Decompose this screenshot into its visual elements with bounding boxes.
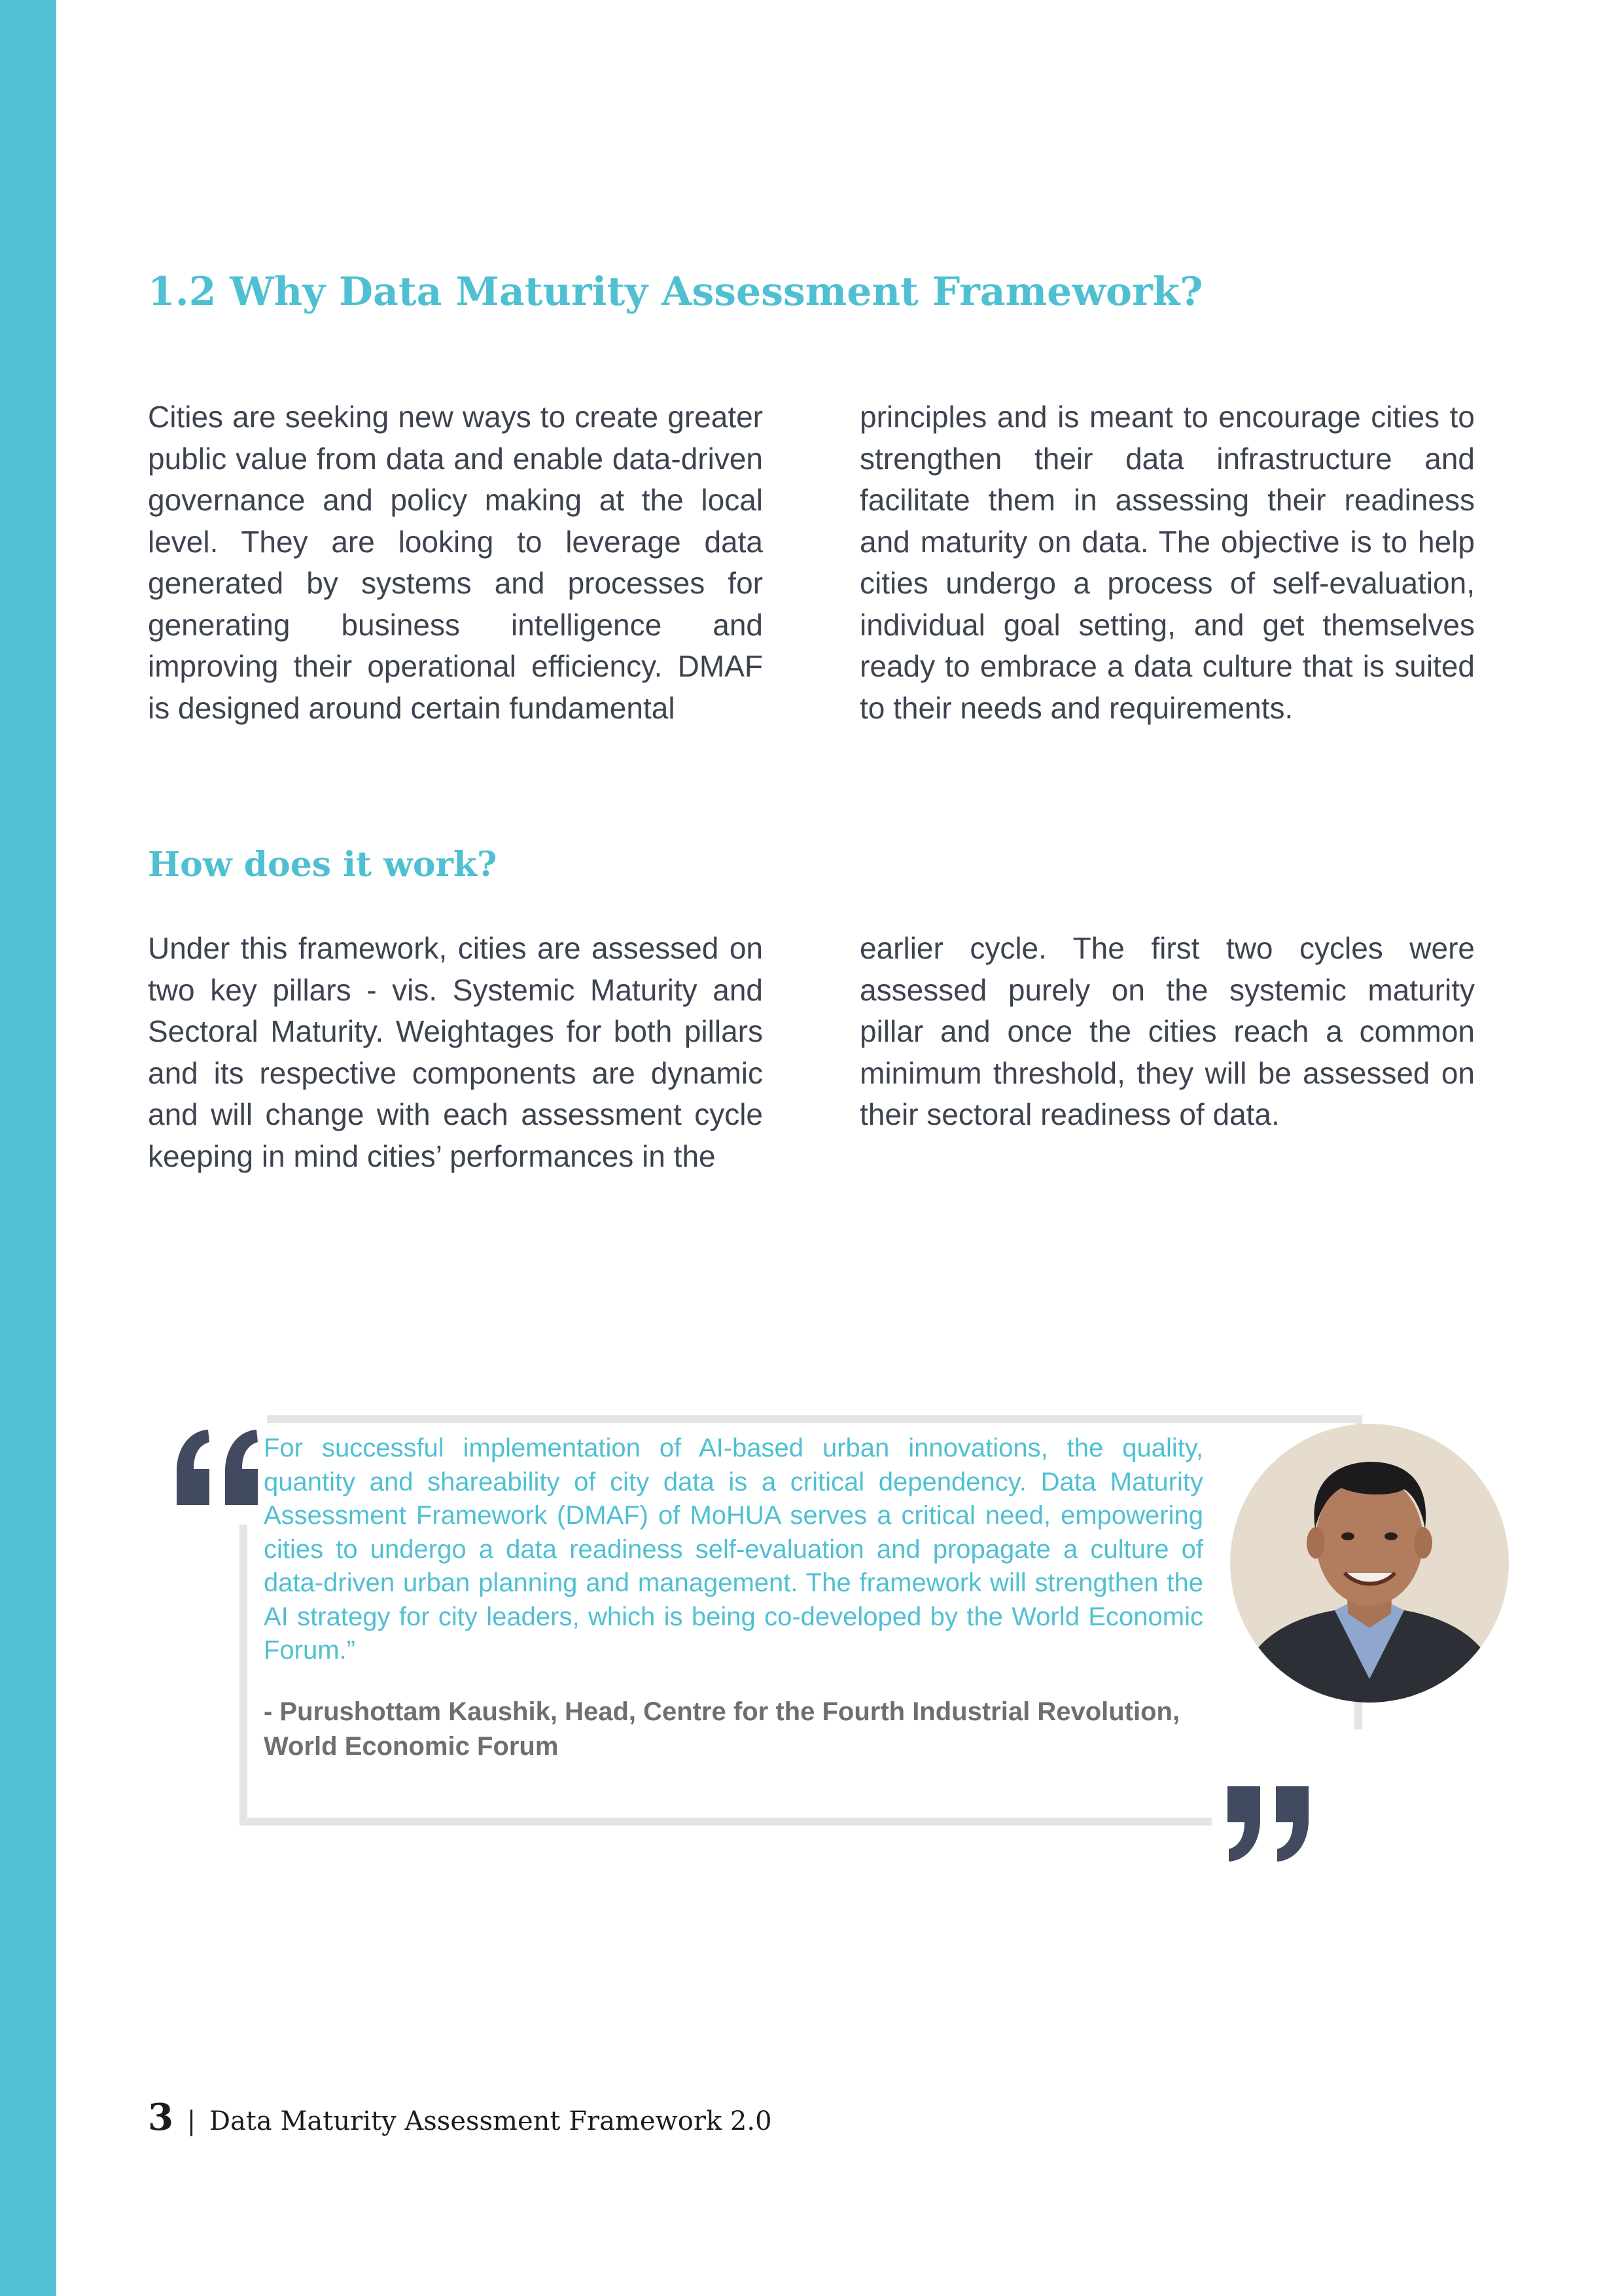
page-number: 3 <box>148 2096 173 2139</box>
intro-paragraph-left: Cities are seeking new ways to create greater public value from data and enable data-driven governance and policy making at the local level. They are looking to leverage data generated by systems and processes for generating business intelligence and improving their operational efficiency. DMAF is designed around certain fundamental <box>148 400 763 725</box>
speaker-photo <box>1230 1424 1509 1703</box>
quote-frame-bottom-edge <box>239 1818 1212 1826</box>
subsection-title: How does it work? <box>148 845 497 885</box>
open-quote-icon <box>169 1407 267 1525</box>
attribution-line-1: - Purushottam Kaushik, Head, Centre for the Fourth Industrial Revolution, <box>264 1697 1180 1726</box>
footer-doc-title: Data Maturity Assessment Framework 2.0 <box>209 2106 772 2136</box>
how-paragraph-left: Under this framework, cities are assessed on two key pillars - vis. Systemic Maturity and Sectoral Maturity. Weightages for both pillars and its respective components are dynamic and will change with each assessment cycle keeping in mind cities’ performances in the <box>148 931 763 1173</box>
quote-text: For successful implementation of AI-based urban innovations, the quality, quantity and shareability of city data is a critical dependency. Data Maturity Assessment Framework (DMAF) of MoHUA serves a critical need, empowering cities to undergo a data readiness self-evaluation and propagate a culture of data-driven urban planning and management. The framework will strengthen the AI strategy for city leaders, which is being co-developed by the World Economic Forum.” <box>264 1434 1203 1665</box>
attribution-line-2: World Economic Forum <box>264 1732 559 1761</box>
page-footer <box>148 2094 1064 2145</box>
section-title: 1.2 Why Data Maturity Assessment Framework? <box>148 269 1203 315</box>
how-paragraph-right: earlier cycle. The first two cycles were assessed purely on the systemic maturity pillar and once the cities reach a common minimum threshold, they will be assessed on their sectoral readiness of data. <box>860 931 1475 1131</box>
footer-separator: | <box>186 2106 196 2136</box>
close-quote-icon <box>1217 1767 1315 1884</box>
intro-paragraph-right: principles and is meant to encourage cities to strengthen their data infrastructure and facilitate them in assessing their readiness and maturity on data. The objective is to help cities undergo a process of self-evaluation, individual goal setting, and get themselves ready to embrace a data culture that is suited to their needs and requirements. <box>860 400 1475 725</box>
quote-attribution <box>264 1695 1203 1764</box>
side-accent-bar <box>0 0 56 2296</box>
